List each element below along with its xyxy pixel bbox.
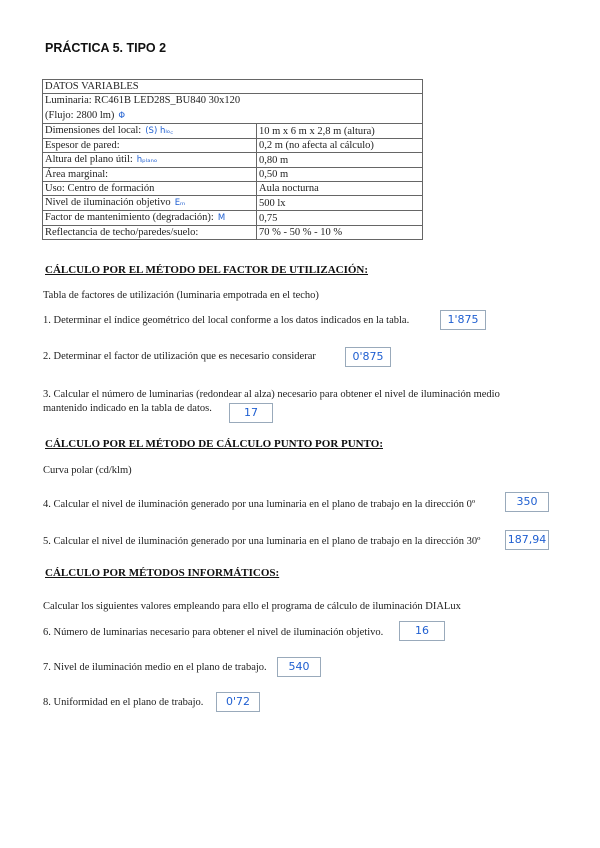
table-row (43, 168, 423, 182)
question-8: 8. Uniformidad en el plano de trabajo. (43, 697, 204, 708)
answer-1-field[interactable]: 1'875 (440, 310, 486, 330)
row-label-cell (43, 124, 257, 139)
question-3-line1: 3. Calcular el número de luminarias (redondear al alza) necesario para obtener el nivel de iluminación medio (43, 389, 500, 400)
row-label: Nivel de iluminación objetivo (45, 197, 171, 208)
table-row (43, 139, 423, 153)
row-handwritten-note: M (217, 213, 226, 223)
question-4: 4. Calcular el nivel de iluminación generado por una luminaria en el plano de trabajo en la dirección 0º (43, 499, 476, 510)
question-3-line2: mantenido indicado en la tabla de datos. (43, 403, 212, 414)
question-2: 2. Determinar el factor de utilización que es necesario considerar (43, 351, 316, 362)
luminaria-text: Luminaria: RC461B LED28S_BU840 30x120 (45, 95, 241, 106)
answer-3-field[interactable]: 17 (229, 403, 273, 423)
flujo-handwritten-note: Φ (118, 111, 126, 121)
table-header-row (43, 80, 423, 94)
answer-4-field[interactable]: 350 (505, 492, 549, 512)
row-label-cell (43, 168, 257, 182)
section3-intro: Calcular los siguientes valores empleando para ello el programa de cálculo de iluminación DIALux (43, 601, 461, 612)
page-title: PRÁCTICA 5. TIPO 2 (45, 41, 167, 55)
row-label: Dimensiones del local: (45, 125, 142, 136)
row-label-cell (43, 182, 257, 196)
section2-heading: CÁLCULO POR EL MÉTODO DE CÁLCULO PUNTO POR PUNTO: (45, 438, 383, 450)
row-label-cell (43, 211, 257, 226)
section3-heading: CÁLCULO POR MÉTODOS INFORMÁTICOS: (45, 567, 280, 579)
row-value: Aula nocturna (257, 182, 423, 196)
answer-6-field[interactable]: 16 (399, 621, 445, 641)
question-1: 1. Determinar el índice geométrico del local conforme a los datos indicados en la tabla. (43, 315, 410, 326)
table-row (43, 182, 423, 196)
row-value: 0,75 (257, 211, 423, 226)
table-row (43, 226, 423, 240)
row-label: Altura del plano útil: (45, 154, 133, 165)
row-handwritten-note: Eₘ (174, 198, 186, 208)
table-row (43, 153, 423, 168)
row-value: 0,80 m (257, 153, 423, 168)
luminaria-cell (43, 94, 423, 124)
row-value: 70 % - 50 % - 10 % (257, 226, 423, 240)
answer-7-field[interactable]: 540 (277, 657, 321, 677)
row-handwritten-note: (S) hₗₒ꜀ (145, 126, 174, 136)
table-row (43, 211, 423, 226)
row-label-cell (43, 153, 257, 168)
row-label: Uso: Centro de formación (45, 183, 155, 194)
row-label-cell (43, 196, 257, 211)
luminaria-row (43, 94, 423, 124)
answer-2-field[interactable]: 0'875 (345, 347, 391, 367)
question-7: 7. Nivel de iluminación medio en el plano de trabajo. (43, 662, 267, 673)
question-6: 6. Número de luminarias necesario para obtener el nivel de iluminación objetivo. (43, 627, 384, 638)
row-label: Área marginal: (45, 169, 109, 180)
table-row (43, 196, 423, 211)
flujo-line (45, 109, 420, 123)
flujo-text: (Flujo: 2800 lm) (45, 110, 115, 121)
answer-5-field[interactable]: 187,94 (505, 530, 549, 550)
answer-8-field[interactable]: 0'72 (216, 692, 260, 712)
row-label: Reflectancia de techo/paredes/suelo: (45, 227, 199, 238)
row-handwritten-note: hₚₗₐₙₒ (136, 155, 158, 165)
question-5: 5. Calcular el nivel de iluminación generado por una luminaria en el plano de trabajo en la dirección 30º (43, 536, 481, 547)
row-label-cell (43, 139, 257, 153)
table-row (43, 124, 423, 139)
variables-table (42, 79, 423, 240)
row-value: 10 m x 6 m x 2,8 m (altura) (257, 124, 423, 139)
section1-intro: Tabla de factores de utilización (luminaria empotrada en el techo) (43, 290, 319, 301)
row-value: 0,2 m (no afecta al cálculo) (257, 139, 423, 153)
row-value: 0,50 m (257, 168, 423, 182)
row-value: 500 lx (257, 196, 423, 211)
row-label: Factor de mantenimiento (degradación): (45, 212, 214, 223)
row-label: Espesor de pared: (45, 140, 120, 151)
section2-intro: Curva polar (cd/klm) (43, 465, 132, 476)
row-label-cell (43, 226, 257, 240)
section1-heading: CÁLCULO POR EL MÉTODO DEL FACTOR DE UTILIZACIÓN: (45, 264, 369, 276)
table-header: DATOS VARIABLES (43, 80, 423, 94)
